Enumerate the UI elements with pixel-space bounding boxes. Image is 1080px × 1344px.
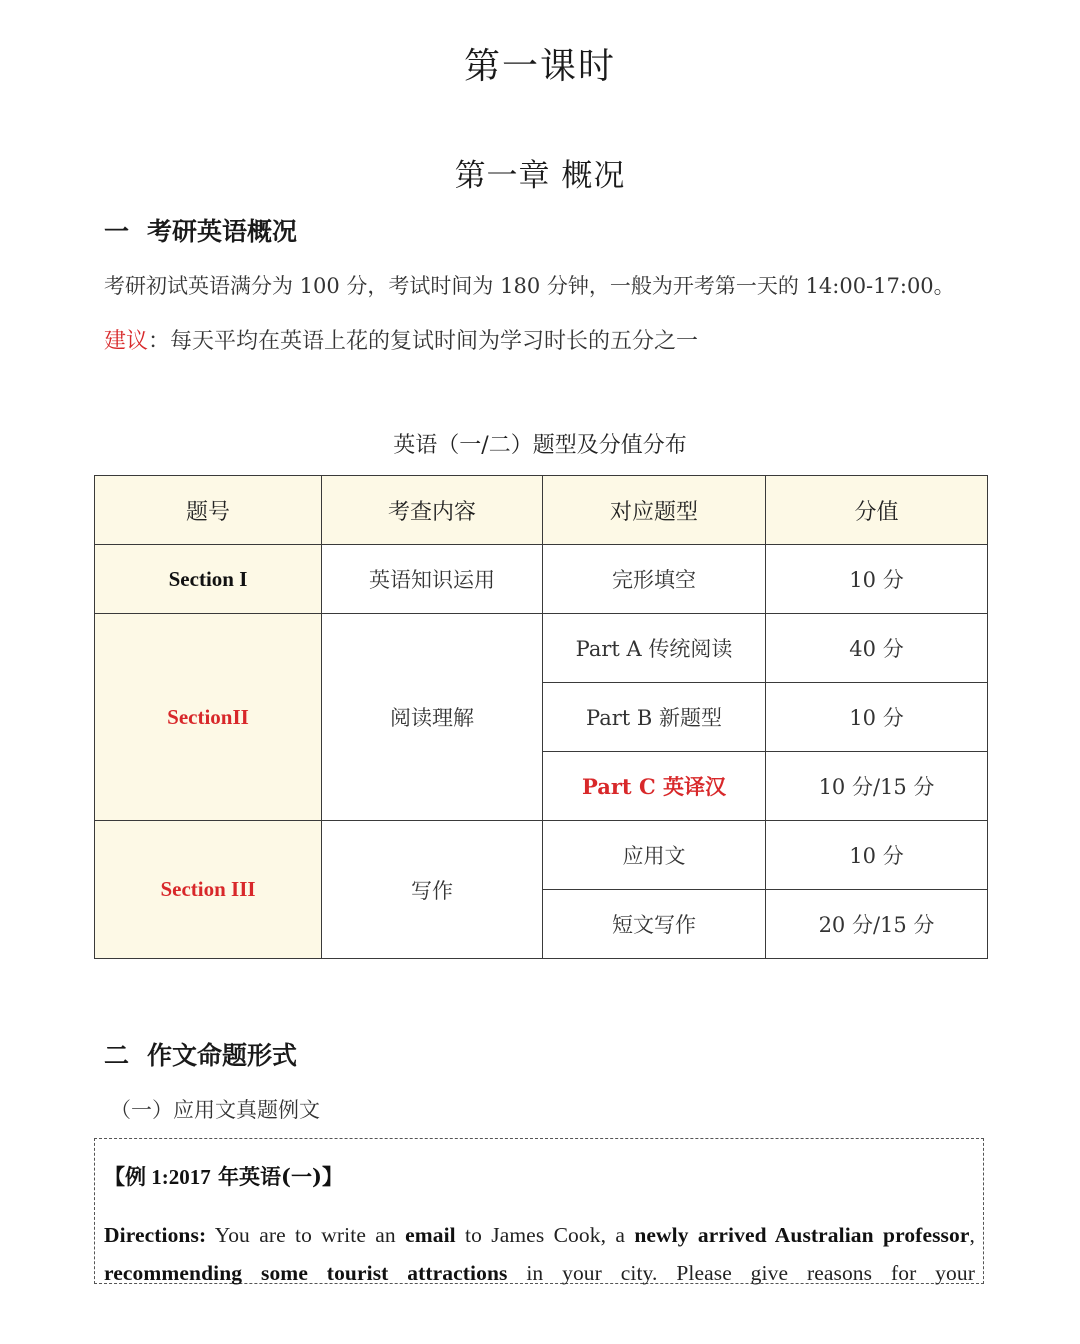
- type-cell: 短文写作: [543, 890, 766, 959]
- table-row: [95, 821, 988, 890]
- directions-emphasis: recommending some tourist attractions: [104, 1261, 508, 1285]
- directions-text: [104, 1216, 975, 1292]
- score-distribution-table: [94, 475, 988, 959]
- score-cell: 10 分/15 分: [766, 752, 988, 821]
- score-cell: 20 分/15 分: [766, 890, 988, 959]
- section-heading-1: [104, 212, 297, 248]
- directions-label: Directions:: [104, 1223, 207, 1247]
- section-cell: Section III: [95, 821, 322, 959]
- advice-line: [104, 324, 698, 355]
- overview-paragraph: 考研初试英语满分为 100 分，考试时间为 180 分钟，一般为开考第一天的 14:00-17:00。: [104, 274, 955, 298]
- section-heading-2: [104, 1036, 297, 1072]
- content-cell: 英语知识运用: [322, 545, 543, 614]
- header-cell: 题号: [95, 476, 322, 545]
- advice-text: 每天平均在英语上花的复试时间为学习时长的五分之一: [170, 329, 699, 354]
- bracket-open: 【: [104, 1164, 125, 1189]
- content-cell: 阅读理解: [322, 614, 543, 821]
- directions-segment: You are to write an: [206, 1223, 406, 1247]
- type-cell: 完形填空: [543, 545, 766, 614]
- table-header-row: [95, 476, 988, 545]
- section-title: 考研英语概况: [147, 217, 298, 246]
- section-number: 一: [104, 217, 130, 246]
- section-cell: Section I: [95, 545, 322, 614]
- score-cell: 10 分: [766, 821, 988, 890]
- highlighted-type: Part C 英译汉: [582, 774, 726, 799]
- header-cell: 对应题型: [543, 476, 766, 545]
- header-cell: 分值: [766, 476, 988, 545]
- section-number: 二: [104, 1041, 130, 1070]
- page-title: 第一课时: [463, 46, 616, 87]
- directions-segment: ,: [969, 1223, 975, 1247]
- table-row: [95, 545, 988, 614]
- directions-emphasis: newly arrived Australian professor: [634, 1223, 970, 1247]
- table-caption: 英语（一/二）题型及分值分布: [393, 433, 687, 458]
- score-cell: 10 分: [766, 683, 988, 752]
- example-title: [104, 1161, 975, 1191]
- section-cell: SectionII: [95, 614, 322, 821]
- header-cell: 考查内容: [322, 476, 543, 545]
- score-cell: 40 分: [766, 614, 988, 683]
- advice-separator: ：: [148, 329, 171, 354]
- directions-emphasis: email: [405, 1223, 456, 1247]
- sub-heading: （一）应用文真题例文: [110, 1098, 320, 1122]
- type-cell: Part A 传统阅读: [543, 614, 766, 683]
- example-label: 例 1:2017: [125, 1165, 211, 1189]
- advice-label: 建议: [104, 329, 149, 354]
- section-title: 作文命题形式: [147, 1041, 298, 1070]
- score-cell: 10 分: [766, 545, 988, 614]
- table-row: [95, 614, 988, 683]
- example-year-suffix: 年英语(一): [210, 1164, 322, 1189]
- bracket-close: 】: [321, 1164, 343, 1189]
- example-box: [94, 1138, 984, 1284]
- type-cell: 应用文: [543, 821, 766, 890]
- type-cell: [543, 752, 766, 821]
- directions-segment: in your city. Please give reasons for your: [507, 1261, 975, 1285]
- content-cell: 写作: [322, 821, 543, 959]
- chapter-title: 第一章 概况: [454, 158, 626, 194]
- directions-segment: to James Cook, a: [455, 1223, 635, 1247]
- type-cell: Part B 新题型: [543, 683, 766, 752]
